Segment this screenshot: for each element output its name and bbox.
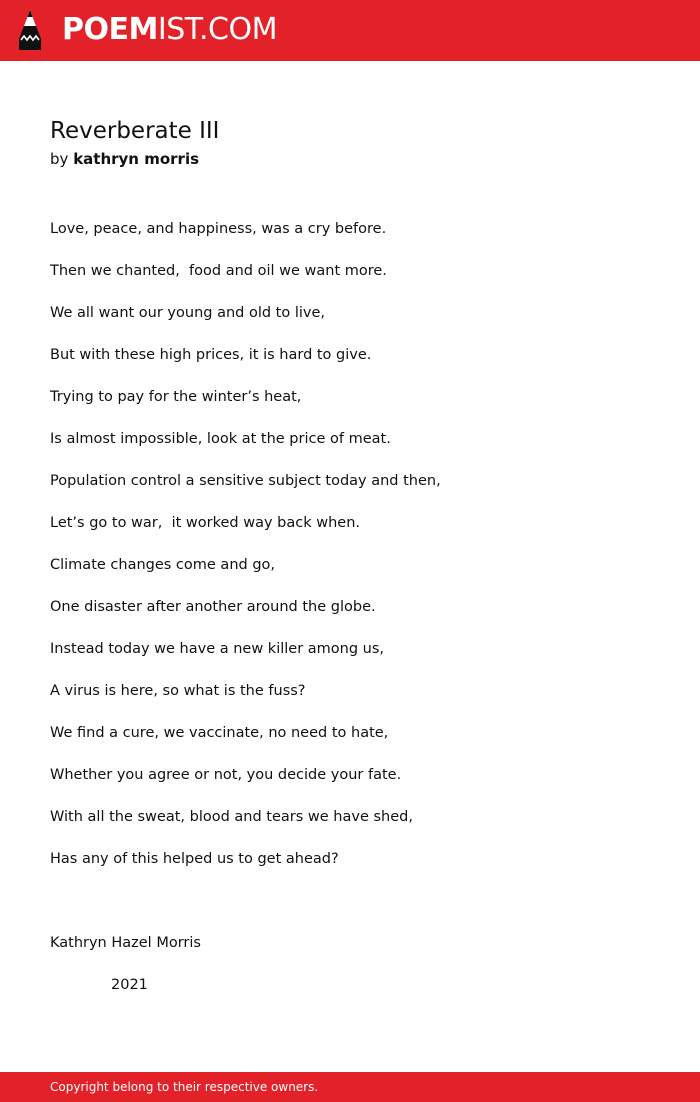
poem-line: Population control a sensitive subject today and then, [50, 473, 441, 489]
byline [50, 149, 199, 169]
poem-signature: Kathryn Hazel Morris [50, 935, 201, 951]
site-logo[interactable] [62, 11, 277, 49]
poem-body [50, 219, 650, 891]
copyright-notice: Copyright belong to their respective owners. [50, 1080, 319, 1094]
poem-line: Instead today we have a new killer among us, [50, 641, 385, 657]
poem-line: We all want our young and old to live, [50, 305, 326, 321]
logo-light-text: IST.COM [157, 12, 277, 47]
poem-line: Let’s go to war, it worked way back when. [50, 515, 360, 531]
poem-line: One disaster after another around the globe. [50, 599, 376, 615]
logo-bold-text: POEM [62, 12, 158, 47]
site-header [0, 0, 700, 61]
poem-title: Reverberate III [50, 118, 220, 144]
poem-line: But with these high prices, it is hard to give. [50, 347, 372, 363]
poem-year: 2021 [111, 977, 148, 993]
poem-line: We find a cure, we vaccinate, no need to hate, [50, 725, 389, 741]
poem-line: Has any of this helped us to get ahead? [50, 851, 339, 867]
poem-line: With all the sweat, blood and tears we have shed, [50, 809, 413, 825]
poem-line: Trying to pay for the winter’s heat, [50, 389, 302, 405]
poem-line: Then we chanted, food and oil we want more. [50, 263, 387, 279]
by-label: by [50, 150, 69, 168]
pencil-tip-icon[interactable] [17, 9, 43, 51]
poem-line: Whether you agree or not, you decide your fate. [50, 767, 402, 783]
site-footer [0, 1072, 700, 1102]
poem-line: Climate changes come and go, [50, 557, 276, 573]
poem-line: A virus is here, so what is the fuss? [50, 683, 306, 699]
poem-line: Is almost impossible, look at the price of meat. [50, 431, 391, 447]
author-name: kathryn morris [73, 150, 200, 168]
poem-line: Love, peace, and happiness, was a cry before. [50, 221, 387, 237]
